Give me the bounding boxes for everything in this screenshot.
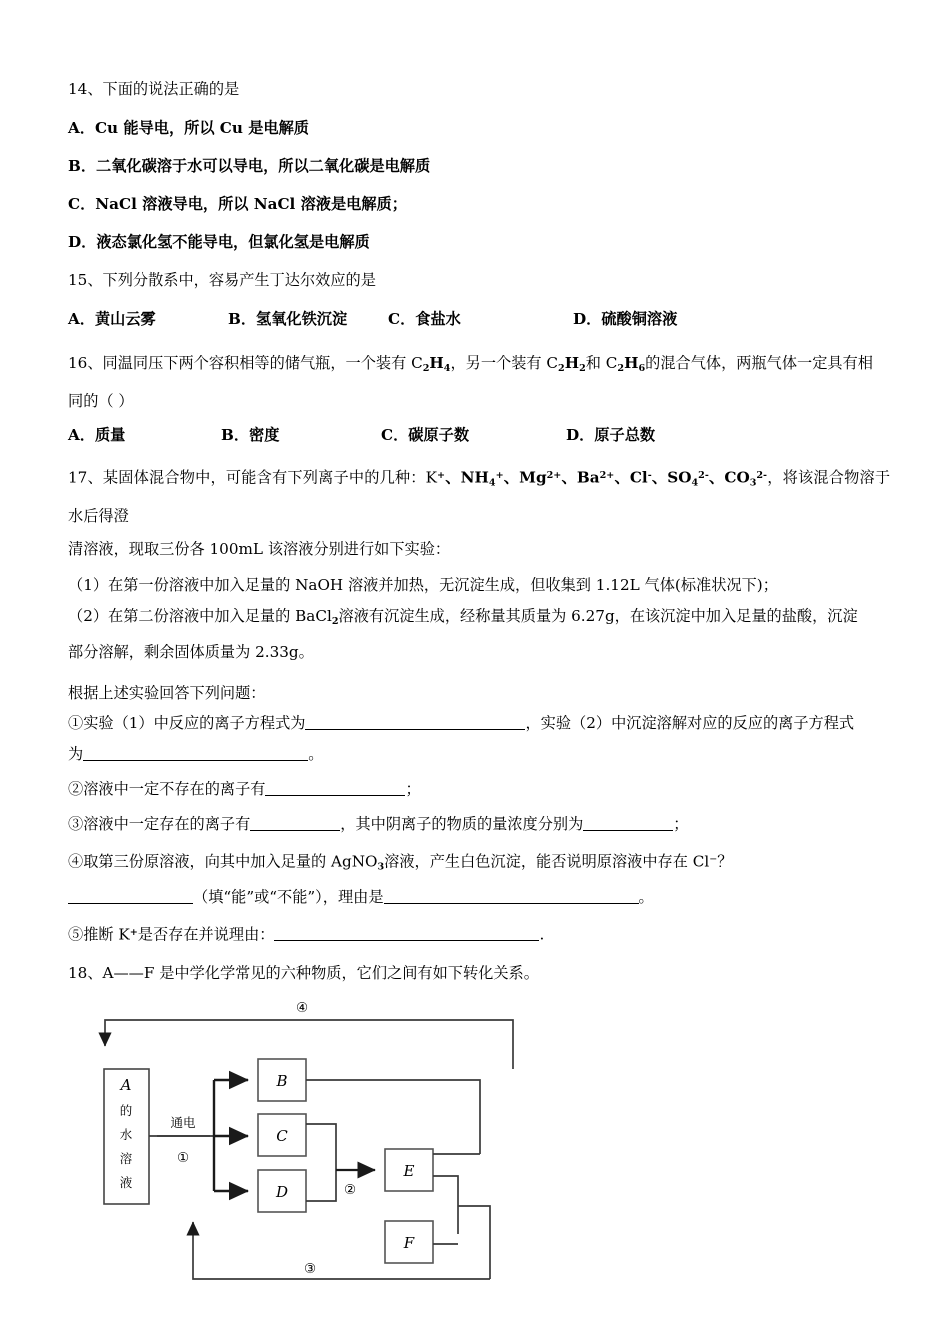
label-num-3: ③	[303, 1261, 317, 1278]
q16-sub-1: 2	[422, 363, 430, 375]
q17-item4-b: 溶液，产生白色沉淀，能否说明原溶液中存在 Cl	[384, 852, 710, 870]
line-e-to-lower-merge	[433, 1176, 458, 1234]
question-17-item-4-line2	[68, 882, 890, 913]
q17-item4-a: ④取第三份原溶液，向其中加入足量的 AgNO	[68, 852, 378, 870]
q16-text-4: H	[564, 354, 580, 372]
q17-item4-l2b: 。	[638, 888, 654, 907]
q16-sub-2: 4	[443, 363, 451, 375]
line-b-to-right-column	[306, 1080, 480, 1154]
q17-exp2-b: 溶液有沉淀生成，经称量其质量为 6.27g，在该沉淀中加入足量的盐酸，沉淀	[338, 606, 858, 625]
q17-sub-co3: 3	[749, 477, 757, 489]
q17-text-e: 、Cl	[614, 468, 648, 487]
node-d-label: D	[275, 1183, 289, 1202]
answer-blank-2[interactable]	[265, 780, 405, 796]
q16-sub-4: 2	[579, 363, 586, 375]
q17-item4-c: ？	[717, 852, 733, 870]
q16-text-1: 16、同温同压下两个容积相等的储气瓶，一个装有 C	[68, 354, 423, 372]
label-num-2: ②	[343, 1182, 357, 1199]
arrow-4-feedback-to-a	[105, 1020, 513, 1069]
q17-sub-so4: 4	[691, 477, 699, 489]
q17-sup-nh4: +	[495, 470, 504, 482]
q16-text-7: 的混合气体，两瓶气体一定具有相	[645, 354, 873, 372]
answer-blank-5[interactable]	[274, 925, 539, 941]
node-a-label-char-3: 溶	[119, 1151, 133, 1167]
answer-blank-4b[interactable]	[384, 888, 639, 904]
q17-sup-so4: 2-	[698, 470, 709, 482]
q17-item3-b: ，其中阴离子的物质的量浓度分别为	[340, 814, 584, 833]
answer-blank-4a[interactable]	[68, 888, 193, 904]
node-a-label-char-0: A	[120, 1076, 132, 1095]
node-a-label-char-4: 液	[119, 1175, 133, 1191]
question-17-exp2	[68, 601, 890, 637]
question-15-option-c[interactable]: C．食盐水	[388, 310, 461, 328]
label-num-4: ④	[295, 1000, 309, 1017]
q16-sub-6: 6	[638, 363, 646, 375]
question-17-item-4	[68, 844, 890, 882]
q17-item5-sup: +	[129, 927, 138, 939]
question-15-option-d[interactable]: D．硫酸铜溶液	[573, 310, 678, 328]
q17-exp2-sub: 2	[331, 615, 339, 627]
question-16-option-d[interactable]: D．原子总数	[566, 426, 656, 445]
q17-sup-co3: 2-	[756, 470, 768, 482]
q16-text-3: ，另一个装有 C	[450, 354, 559, 372]
q17-sup-ba: 2+	[599, 470, 615, 482]
question-16-option-b[interactable]: B．密度	[221, 426, 280, 445]
q17-sup-k: +	[437, 470, 446, 482]
q17-exp2-a: （2）在第二份溶液中加入足量的 BaCl	[68, 606, 332, 625]
question-15-option-b[interactable]: B．氢氧化铁沉淀	[228, 310, 348, 328]
q17-item4-sub: 3	[377, 861, 385, 873]
arrow-3-back-to-d	[193, 1222, 490, 1279]
node-a-label-char-2: 水	[119, 1127, 133, 1143]
question-17-exp1: （1）在第一份溶液中加入足量的 NaOH 溶液并加热，无沉淀生成，但收集到 1.12L 气体(标准状况下)；	[68, 575, 778, 594]
q17-item2-a: ②溶液中一定不存在的离子有	[68, 779, 266, 798]
node-e-label: E	[403, 1162, 415, 1181]
q17-item5-a: ⑤推断 K	[68, 925, 130, 944]
question-17-prompt: 根据上述实验回答下列问题：	[68, 683, 266, 702]
answer-blank-1a[interactable]	[305, 714, 525, 730]
line-lower-merge-down	[458, 1206, 490, 1279]
question-17-item-3	[68, 809, 890, 840]
q17-text-b: 、NH	[445, 468, 489, 487]
question-14-option-a[interactable]: A．Cu 能导电，所以 Cu 是电解质	[68, 119, 309, 137]
label-electrify: 通电	[170, 1115, 196, 1131]
question-17-item-5	[68, 917, 890, 950]
answer-blank-3b[interactable]	[583, 815, 673, 831]
question-17-item-1	[68, 708, 890, 739]
q16-sub-3: 2	[558, 363, 565, 375]
question-17-exp2-line2: 部分溶解，剩余固体质量为 2.33g。	[68, 642, 314, 661]
q17-sup-mg: 2+	[546, 470, 562, 482]
line-c-to-merge	[306, 1124, 336, 1179]
question-14-option-d[interactable]: D．液态氯化氢不能导电，但氯化氢是电解质	[68, 233, 370, 251]
node-b-label: B	[276, 1072, 288, 1091]
question-15-options	[68, 308, 890, 329]
answer-blank-3a[interactable]	[250, 815, 340, 831]
transformation-diagram	[58, 994, 558, 1294]
q17-sup-cl: -	[647, 470, 652, 482]
q17-item1-d: 。	[308, 744, 324, 763]
answer-blank-1b[interactable]	[83, 745, 308, 761]
question-16-options	[68, 424, 890, 445]
question-17-item-2	[68, 774, 890, 805]
q17-text-a: 17、某固体混合物中，可能含有下列离子中的几种：K	[68, 468, 438, 487]
q17-text-c: 、Mg	[503, 468, 547, 487]
q16-text-6: H	[624, 354, 639, 372]
q17-sub-nh4: 4	[488, 477, 496, 489]
question-16-stem-line2: 同的（ ）	[68, 392, 134, 411]
q17-item5-b: 是否存在并说理由：	[137, 925, 275, 944]
q17-text-d: 、Ba	[561, 468, 600, 487]
q16-sub-5: 2	[617, 363, 625, 375]
question-15-stem: 15、下列分散系中，容易产生丁达尔效应的是	[68, 271, 376, 289]
q17-item5-c: .	[539, 925, 545, 944]
q17-item2-b: ；	[405, 779, 421, 798]
question-17-stem-line2: 清溶液，现取三份各 100mL 该溶液分别进行如下实验：	[68, 539, 451, 558]
question-14-option-b[interactable]: B．二氧化碳溶于水可以导电，所以二氧化碳是电解质	[68, 157, 431, 175]
node-f-label: F	[403, 1234, 415, 1253]
question-16-stem	[68, 347, 890, 385]
q17-text-h: ，将该混合物溶于水后得澄	[68, 468, 891, 525]
question-16-option-c[interactable]: C．碳原子数	[381, 426, 470, 445]
line-d-to-merge	[306, 1179, 336, 1201]
question-18-stem: 18、A——F 是中学化学常见的六种物质，它们之间有如下转化关系。	[68, 964, 539, 983]
question-15-option-a[interactable]: A．黄山云雾	[68, 310, 156, 328]
q16-text-2: H	[429, 354, 444, 372]
q16-text-5: 和 C	[585, 354, 618, 372]
q17-item1-c: 为	[68, 744, 84, 763]
q17-text-g: 、CO	[708, 468, 750, 487]
q17-item3-c: ；	[673, 814, 689, 833]
page-content	[68, 78, 890, 1294]
node-c-label: C	[276, 1127, 288, 1146]
question-14-stem: 14、下面的说法正确的是	[68, 80, 240, 98]
q17-item1-a: ①实验（1）中反应的离子方程式为	[68, 713, 306, 732]
question-17-stem	[68, 459, 890, 532]
q17-item1-b: ，实验（2）中沉淀溶解对应的反应的离子方程式	[525, 713, 855, 732]
q17-item3-a: ③溶液中一定存在的离子有	[68, 814, 251, 833]
q17-text-f: 、SO	[651, 468, 692, 487]
node-a-label-char-1: 的	[119, 1103, 133, 1119]
q17-item4-sup: −	[709, 853, 718, 865]
question-16-option-a[interactable]: A．质量	[68, 426, 126, 445]
question-14-option-c[interactable]: C．NaCl 溶液导电，所以 NaCl 溶液是电解质；	[68, 195, 407, 213]
question-17-item-1-line2	[68, 739, 890, 770]
q17-item4-l2a: （填“能”或“不能”），理由是	[193, 888, 384, 907]
label-num-1: ①	[176, 1150, 190, 1167]
